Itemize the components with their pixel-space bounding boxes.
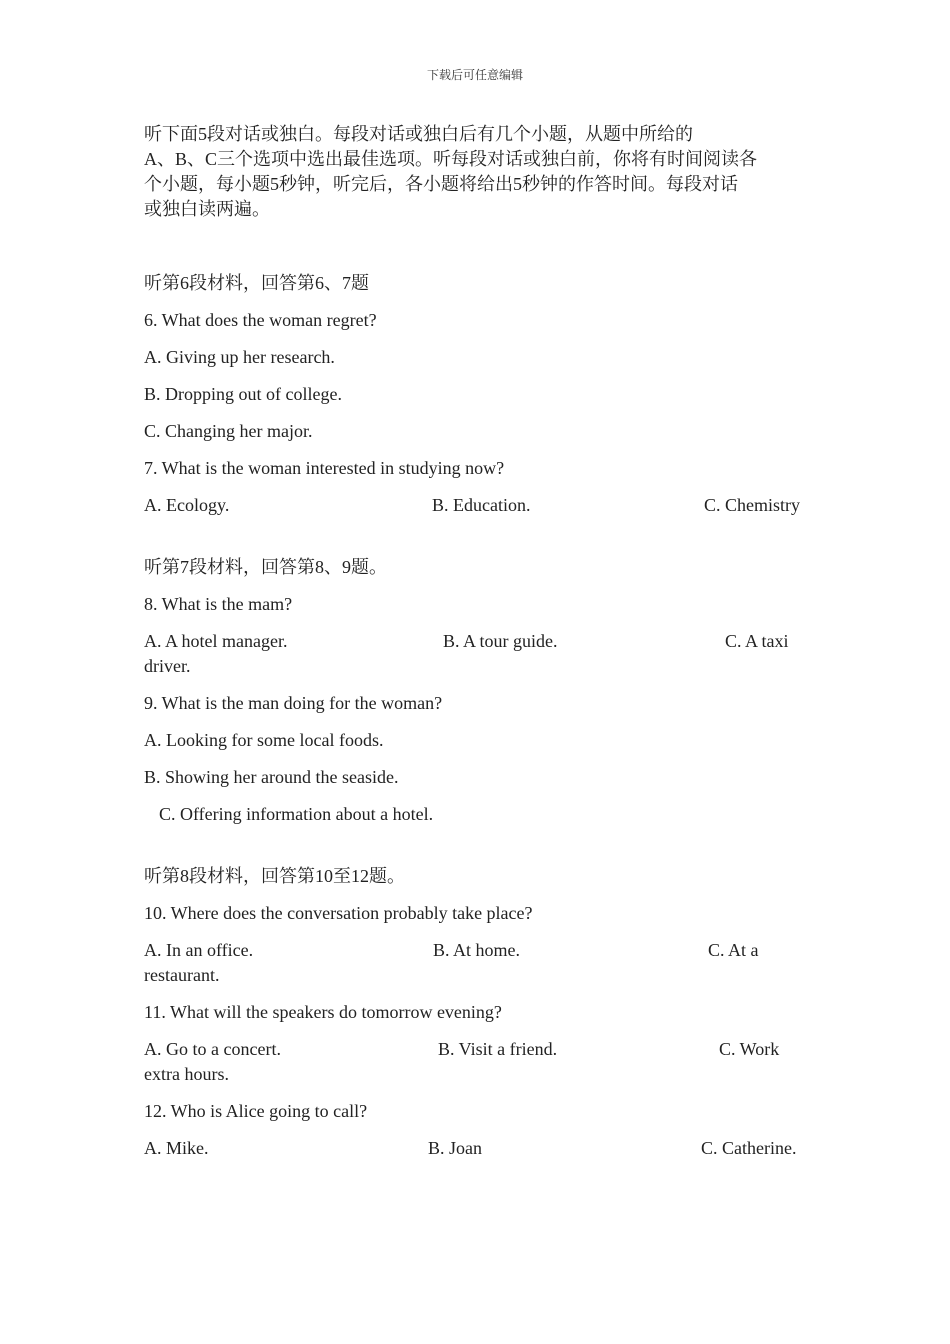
question-10-option-b: B. At home. [433, 940, 521, 960]
instructions-line: A、B、C三个选项中选出最佳选项。听每段对话或独白前，你将有时间阅读各 [144, 149, 758, 169]
instructions-line: 听下面5段对话或独白。每段对话或独白后有几个小题，从题中所给的 [144, 124, 693, 144]
question-11-option-c-continued: extra hours. [144, 1064, 229, 1084]
section-6-title: 听第6段材料，回答第6、7题 [144, 273, 369, 293]
question-7-option-b: B. Education. [432, 495, 531, 515]
question-9-option-c: C. Offering information about a hotel. [159, 804, 434, 824]
question-8-option-b: B. A tour guide. [443, 631, 558, 651]
question-11-option-a: A. Go to a concert. [144, 1039, 281, 1059]
question-8-option-a: A. A hotel manager. [144, 631, 288, 651]
question-9-option-b: B. Showing her around the seaside. [144, 767, 399, 787]
question-12-option-b: B. Joan [428, 1138, 482, 1158]
question-12: 12. Who is Alice going to call? [144, 1101, 368, 1121]
question-7: 7. What is the woman interested in studying now? [144, 458, 505, 478]
question-7-options [144, 493, 806, 518]
question-10-option-c: C. At a [708, 940, 759, 960]
question-12-option-c: C. Catherine. [701, 1138, 797, 1158]
question-11: 11. What will the speakers do tomorrow evening? [144, 1002, 502, 1022]
section-8-title: 听第8段材料，回答第10至12题。 [144, 866, 405, 886]
instructions-line: 或独白读两遍。 [144, 199, 270, 219]
question-11-option-c: C. Work [719, 1039, 780, 1059]
section-8 [144, 864, 806, 1161]
question-10: 10. Where does the conversation probably take place? [144, 903, 533, 923]
question-6-option-b: B. Dropping out of college. [144, 384, 342, 404]
section-6 [144, 271, 806, 518]
question-8-option-c: C. A taxi [725, 631, 789, 651]
section-7-title: 听第7段材料，回答第8、9题。 [144, 557, 387, 577]
section-7 [144, 555, 806, 827]
question-10-option-c-continued: restaurant. [144, 965, 220, 985]
page-header: 下载后可任意编辑 [426, 68, 523, 82]
question-9-option-a: A. Looking for some local foods. [144, 730, 384, 750]
question-11-option-b: B. Visit a friend. [438, 1039, 558, 1059]
question-8-options [144, 629, 806, 679]
question-6-option-c: C. Changing her major. [144, 421, 313, 441]
question-6: 6. What does the woman regret? [144, 310, 377, 330]
question-6-option-a: A. Giving up her research. [144, 347, 335, 367]
instructions-line: 个小题，每小题5秒钟，听完后，各小题将给出5秒钟的作答时间。每段对话 [144, 174, 738, 194]
instructions [144, 122, 806, 222]
question-10-option-a: A. In an office. [144, 940, 254, 960]
question-8: 8. What is the mam? [144, 594, 293, 614]
question-7-option-a: A. Ecology. [144, 495, 230, 515]
question-11-options [144, 1037, 806, 1087]
question-10-options [144, 938, 806, 988]
question-12-option-a: A. Mike. [144, 1138, 209, 1158]
question-7-option-c: C. Chemistry [704, 495, 801, 515]
question-9: 9. What is the man doing for the woman? [144, 693, 443, 713]
question-8-option-c-continued: driver. [144, 656, 191, 676]
document-body [144, 122, 806, 1173]
question-12-options [144, 1136, 806, 1161]
